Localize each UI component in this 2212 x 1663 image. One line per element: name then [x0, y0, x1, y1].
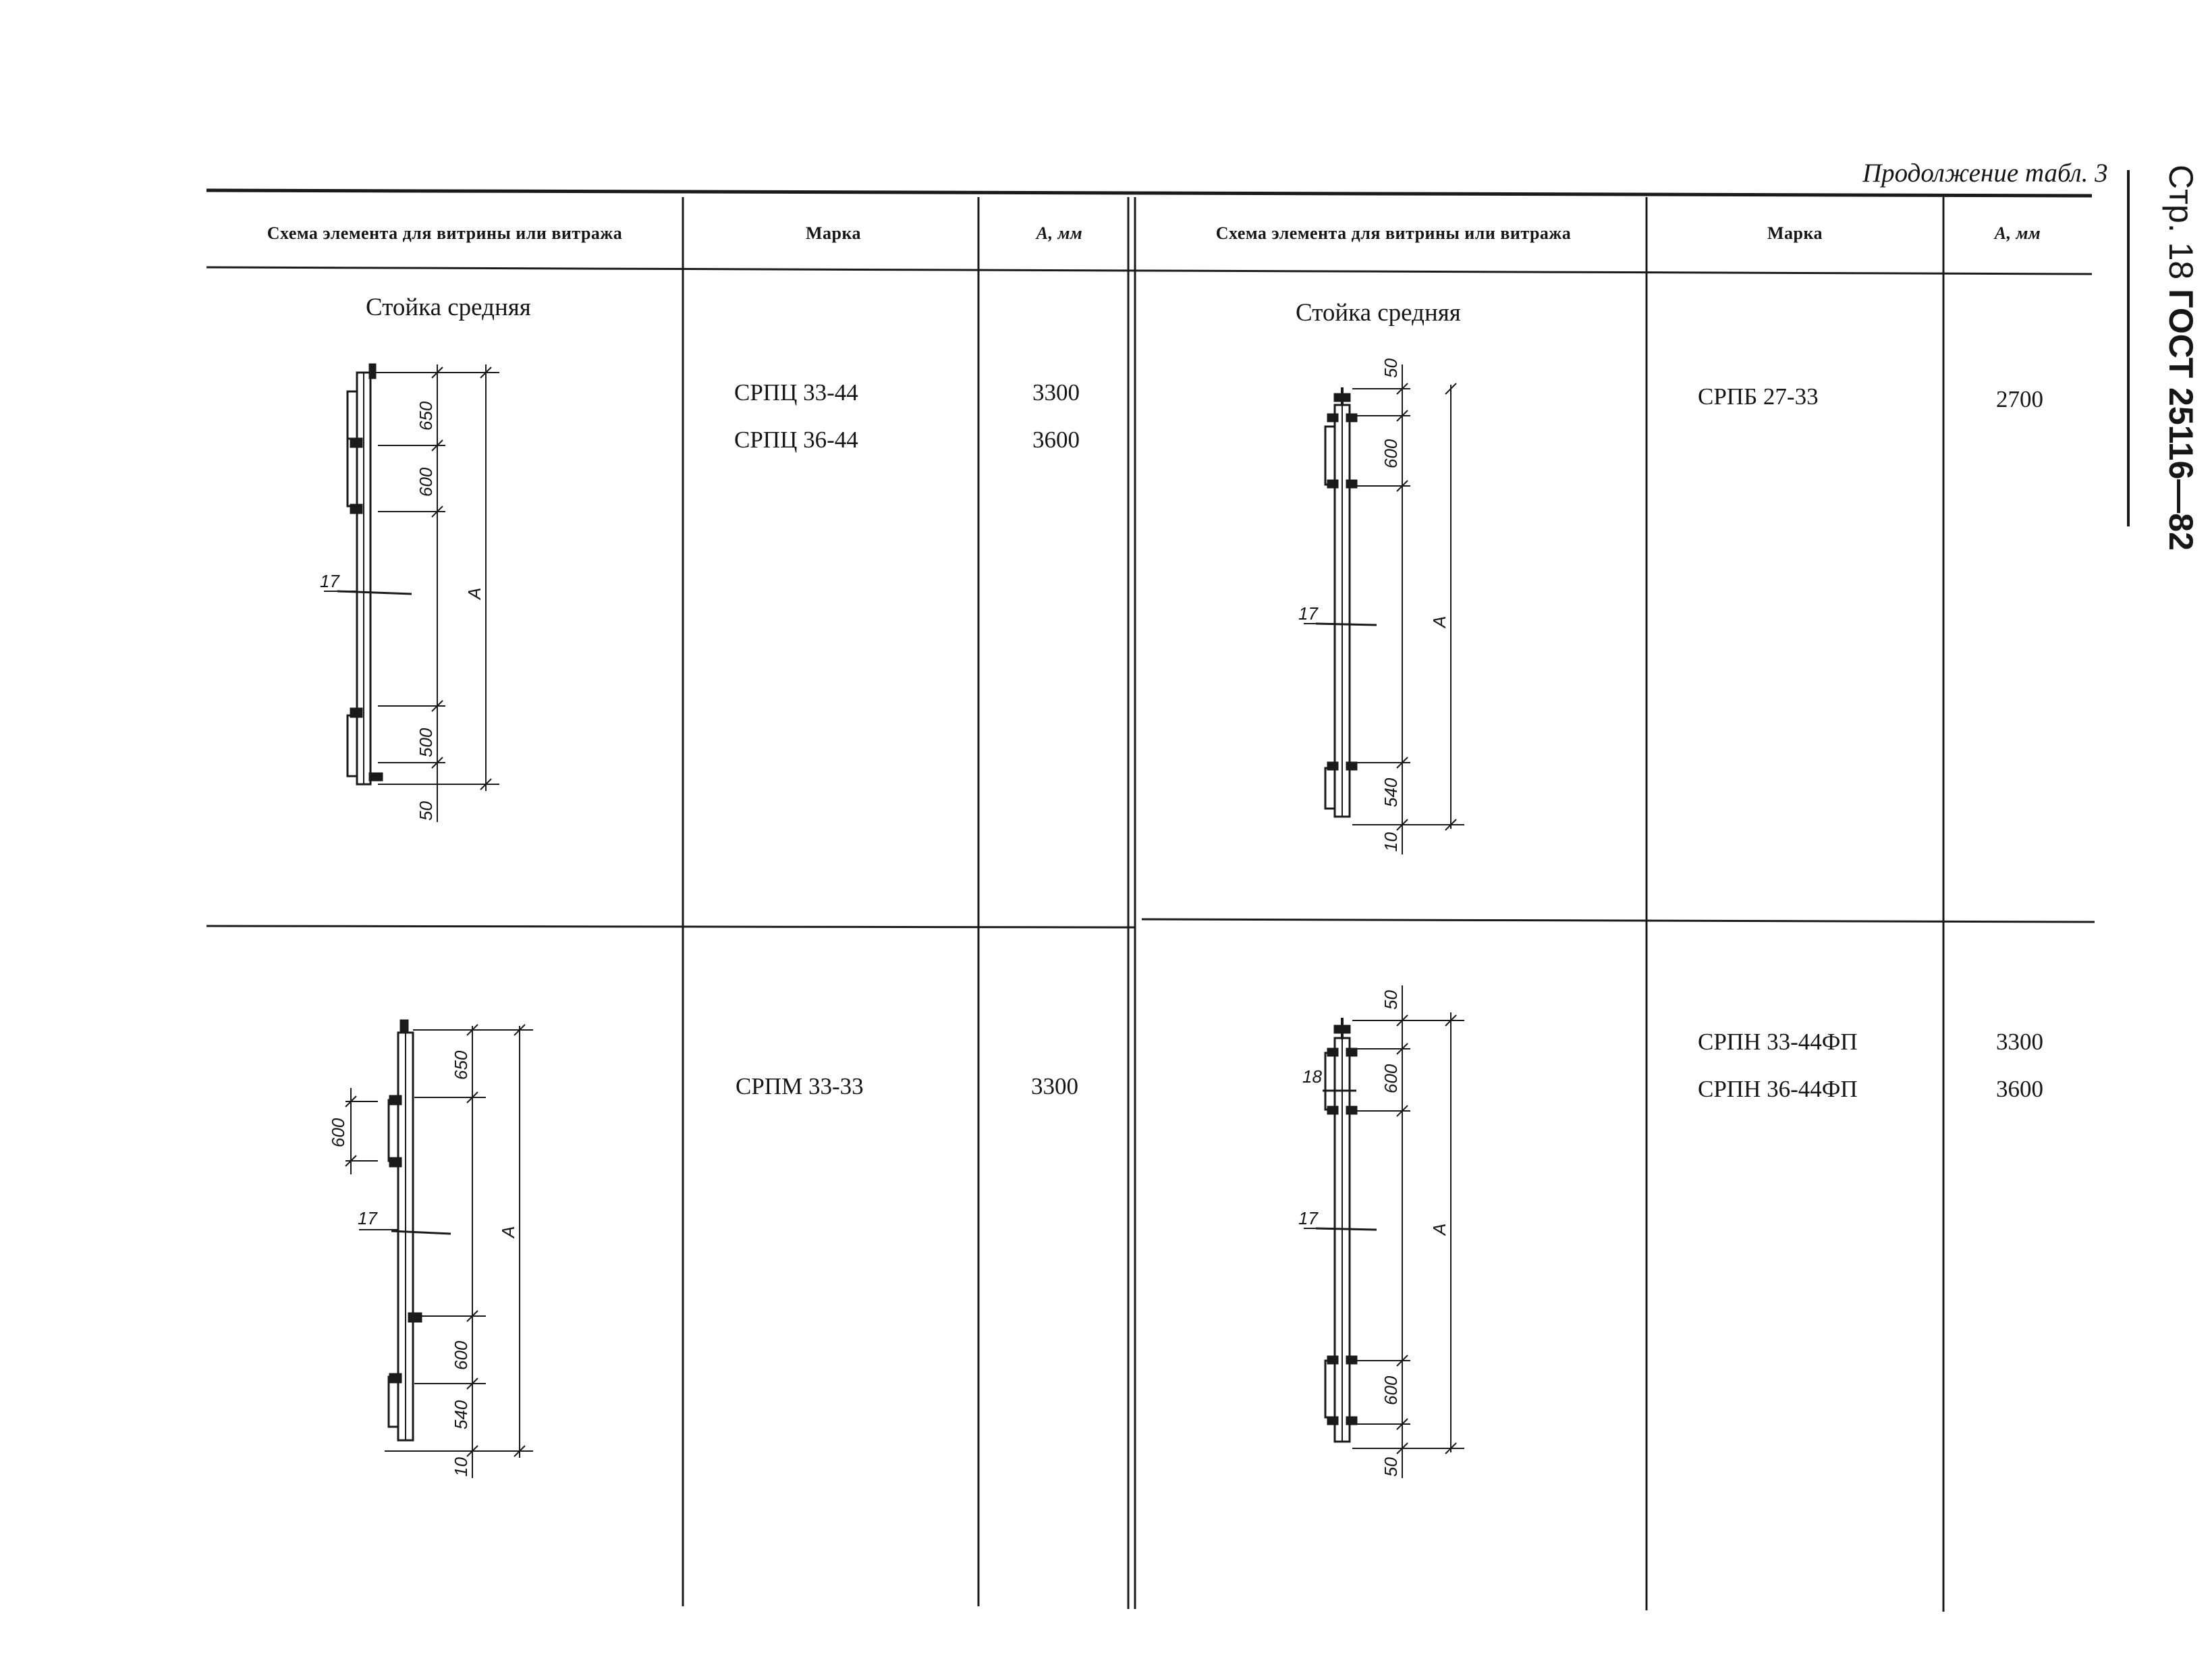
dimension-labels [320, 358, 1449, 1477]
dim-4-lower: 600 [1381, 1375, 1401, 1405]
col-header-scheme-left: Схема элемента для витрины или витража [267, 223, 623, 243]
col-header-a-left-text: А, мм [1036, 223, 1083, 243]
dim-3-offset: 17 [358, 1208, 377, 1228]
row1-left-mark-1: СРПЦ 33-44 [734, 379, 858, 406]
dim-1-span: A [464, 587, 485, 599]
dim-3-lower: 600 [451, 1340, 471, 1370]
row2-left-a-1: 3300 [1031, 1073, 1078, 1099]
dim-1-second: 600 [416, 467, 436, 497]
dim-1-top: 650 [416, 401, 436, 431]
col-header-scheme-right: Схема элемента для витрины или витража [1215, 223, 1572, 243]
dim-1-offset: 17 [320, 571, 339, 591]
dim-2-offset: 17 [1298, 603, 1318, 624]
col-header-a-right-text: А, мм [1994, 223, 2041, 243]
dim-4-top: 50 [1381, 990, 1401, 1010]
row-divider-right [1142, 919, 2095, 922]
dim-2-second: 600 [1381, 439, 1401, 468]
dim-3-lower2: 540 [451, 1400, 471, 1429]
dim-3-bottom: 10 [451, 1457, 471, 1477]
dim-3-span: A [498, 1226, 518, 1238]
row2-right-a-2: 3600 [1996, 1076, 2043, 1102]
dim-4-second: 600 [1381, 1064, 1401, 1093]
header-bottom-rule [206, 267, 2092, 274]
row1-left-title: Стойка средняя [366, 294, 531, 321]
table-grid [206, 170, 2128, 1612]
row1-left-a-1: 3300 [1032, 379, 1080, 406]
row-divider-left [206, 926, 1135, 927]
dim-4-offset: 17 [1298, 1208, 1318, 1228]
row2-right-mark-1: СРПН 33-44ФП [1698, 1029, 1858, 1055]
row2-left-mark-1: СРПМ 33-33 [736, 1073, 864, 1099]
page-number: 18 [2162, 242, 2200, 280]
row1-right-title: Стойка средняя [1296, 299, 1461, 327]
dim-1-lower: 500 [416, 728, 436, 757]
dim-2-bottom: 10 [1381, 832, 1401, 852]
dim-1-bottom: 50 [416, 801, 436, 821]
row1-right-mark-1: СРПБ 27-33 [1698, 383, 1819, 410]
row1-left-mark-2: СРПЦ 36-44 [734, 427, 858, 453]
row2-right-mark-2: СРПН 36-44ФП [1698, 1076, 1858, 1102]
standard-code: ГОСТ 25116—82 [2162, 289, 2200, 551]
dim-2-lower: 540 [1381, 778, 1401, 807]
row1-right-a-1: 2700 [1996, 386, 2043, 412]
dim-4-span: A [1429, 1223, 1449, 1235]
col-header-mark-right: Марка [1767, 223, 1823, 243]
drawing-post-3 [345, 1020, 533, 1478]
row1-left-a-2: 3600 [1032, 427, 1080, 453]
dim-2-top: 50 [1381, 358, 1401, 378]
dim-4-offset-top: 18 [1302, 1066, 1322, 1087]
dim-3-second: 600 [328, 1118, 348, 1147]
continuation-label: Продолжение табл. 3 [1862, 159, 2108, 188]
col-header-mark-left: Марка [805, 223, 862, 243]
page-prefix: Стр. [2162, 165, 2200, 233]
dim-4-bottom: 50 [1381, 1457, 1401, 1477]
row2-right-a-1: 3300 [1996, 1029, 2043, 1055]
table-top-rule [206, 190, 2092, 196]
dim-3-top: 650 [451, 1050, 471, 1080]
dim-2-span: A [1429, 616, 1449, 628]
